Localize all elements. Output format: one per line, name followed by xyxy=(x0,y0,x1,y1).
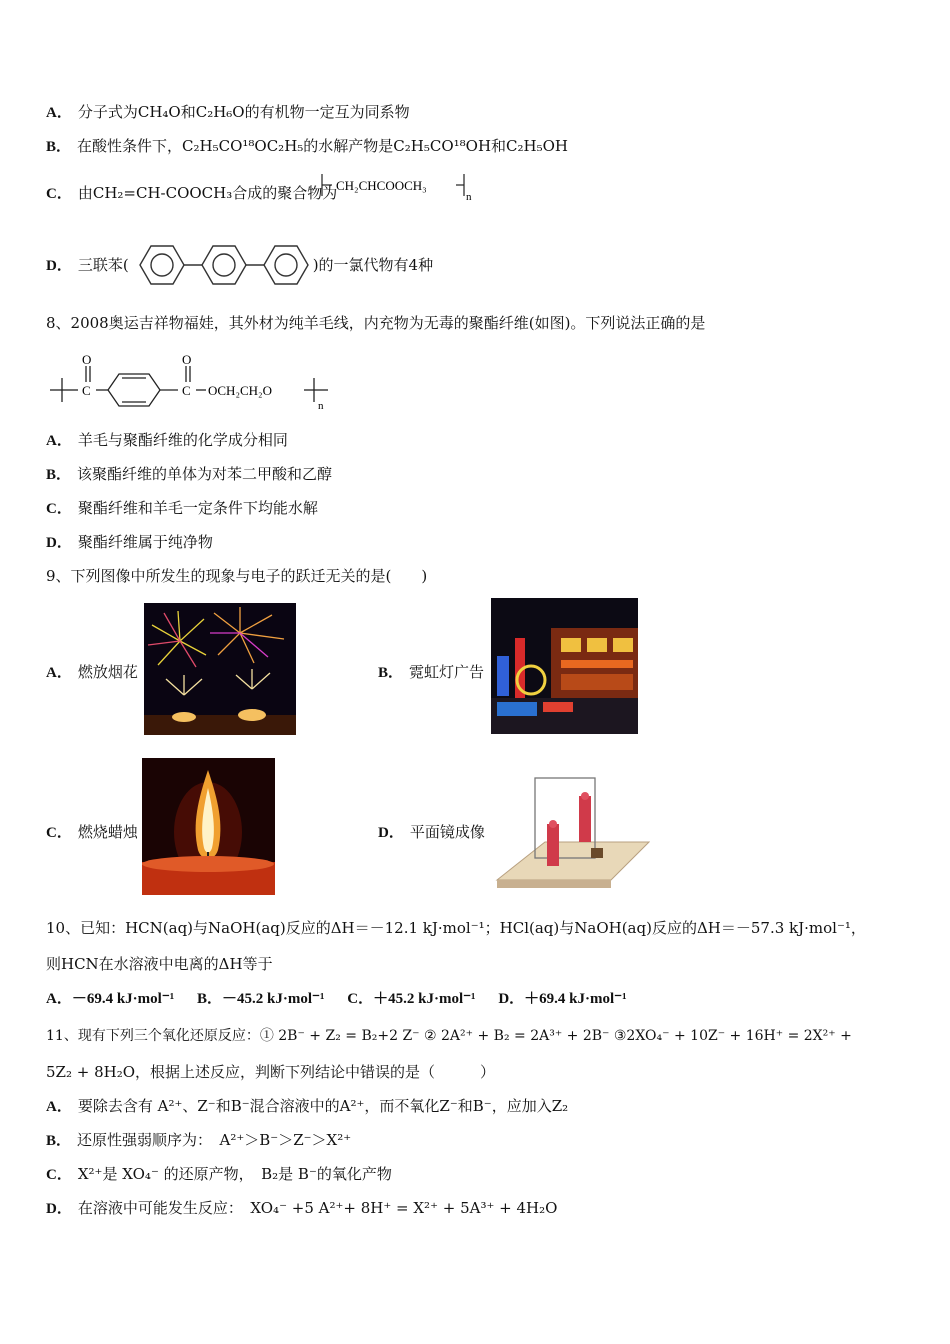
option-text: 聚酯纤维和羊毛一定条件下均能水解 xyxy=(77,499,318,517)
q10-option-d: D．＋69.4 kJ·mol⁻¹ xyxy=(498,991,627,1007)
option-letter: C． xyxy=(46,186,72,202)
option-letter: A． xyxy=(46,433,72,449)
option-text-before: 三联苯( xyxy=(77,256,129,274)
option-text: 霓虹灯广告 xyxy=(409,663,485,681)
option-text: 聚酯纤维属于纯净物 xyxy=(77,533,213,551)
q9-stem: 9、下列图像中所发生的现象与电子的跃迁无关的是( ) xyxy=(46,567,428,585)
carbonyl-c-1: C xyxy=(82,383,91,398)
candle-image xyxy=(142,758,275,895)
polymer-n: n xyxy=(466,191,472,203)
option-text: 该聚酯纤维的单体为对苯二甲酸和乙醇 xyxy=(77,465,333,483)
option-letter: C． xyxy=(46,501,72,517)
neon-sign-image xyxy=(491,598,638,734)
q11-option-d xyxy=(46,1198,557,1219)
option-letter: B． xyxy=(46,139,72,155)
q8-option-a xyxy=(46,430,288,451)
option-text: 要除去含有 A²⁺、Z⁻和B⁻混合溶液中的A²⁺，而不氧化Z⁻和B⁻，应加入Z₂ xyxy=(77,1097,569,1115)
carbonyl-o-2: O xyxy=(182,352,192,367)
q9-option-b xyxy=(378,662,484,683)
q8-option-c xyxy=(46,498,318,519)
q10-option-b: B．－45.2 kJ·mol⁻¹ xyxy=(197,991,325,1007)
q8-option-d xyxy=(46,532,213,553)
q7-option-c xyxy=(46,183,337,204)
option-text: 燃烧蜡烛 xyxy=(77,823,138,841)
option-letter: A． xyxy=(46,665,72,681)
option-text: 羊毛与聚酯纤维的化学成分相同 xyxy=(77,431,288,449)
q10-stem-line2: 则HCN在水溶液中电离的ΔH等于 xyxy=(46,955,273,973)
option-text: 燃放烟花 xyxy=(77,663,138,681)
option-letter: D． xyxy=(46,1201,72,1217)
option-text: 在酸性条件下，C₂H₅CO¹⁸OC₂H₅的水解产物是C₂H₅CO¹⁸OH和C₂H₅OH xyxy=(77,137,569,155)
mirror-image xyxy=(493,772,650,895)
terphenyl-structure xyxy=(134,232,320,298)
q7-option-b xyxy=(46,136,568,157)
q11-option-c xyxy=(46,1164,392,1185)
option-text: 分子式为CH₄O和C₂H₆O的有机物一定互为同系物 xyxy=(77,103,410,121)
option-letter: B． xyxy=(46,467,72,483)
option-text: 还原性强弱顺序为： A²⁺＞B⁻＞Z⁻＞X²⁺ xyxy=(77,1131,352,1149)
fireworks-image xyxy=(144,603,296,735)
option-letter: D． xyxy=(46,258,72,274)
polyester-structure xyxy=(46,350,346,412)
ester-tail: OCH₂CH₂O xyxy=(208,383,272,398)
option-letter: D． xyxy=(378,825,404,841)
q11-option-b xyxy=(46,1130,351,1151)
option-letter: B． xyxy=(46,1133,72,1149)
option-letter: A． xyxy=(46,1099,72,1115)
q9-option-c xyxy=(46,822,138,843)
q10-stem-line1: 10、已知：HCN(aq)与NaOH(aq)反应的ΔH＝－12.1 kJ·mol⁻¹；HCl(aq)与NaOH(aq)反应的ΔH＝－57.3 kJ·mol⁻¹， xyxy=(46,919,866,937)
option-letter: C． xyxy=(46,825,72,841)
q9-option-a xyxy=(46,662,138,683)
q10-option-c: C．＋45.2 kJ·mol⁻¹ xyxy=(347,991,476,1007)
option-text: 由CH₂=CH-COOCH₃合成的聚合物为 xyxy=(77,184,338,202)
polymer-repeat-unit: CH₂CHCOOCH₃ xyxy=(336,178,427,193)
q7-option-a xyxy=(46,102,410,123)
option-letter: B． xyxy=(378,665,404,681)
q11-option-a xyxy=(46,1096,568,1117)
q8-option-b xyxy=(46,464,332,485)
q10-option-a: A．－69.4 kJ·mol⁻¹ xyxy=(46,991,175,1007)
q9-option-d xyxy=(378,822,485,843)
polymer-formula xyxy=(318,170,478,204)
q11-stem-line2: 5Z₂ + 8H₂O，根据上述反应，判断下列结论中错误的是（ ） xyxy=(46,1063,496,1081)
carbonyl-c-2: C xyxy=(182,383,191,398)
option-letter: A． xyxy=(46,105,72,121)
option-text: 平面镜成像 xyxy=(409,823,485,841)
option-letter: D． xyxy=(46,535,72,551)
option-text-after: )的一氯代物有4种 xyxy=(312,256,434,274)
q8-stem: 8、2008奥运吉祥物福娃，其外材为纯羊毛线，内充物为无毒的聚酯纤维(如图)。下列说法正确的是 xyxy=(46,314,706,332)
polyester-n: n xyxy=(318,400,324,412)
carbonyl-o-1: O xyxy=(82,352,92,367)
q11-stem-line1: 11、现有下列三个氧化还原反应：① 2B⁻ + Z₂ = B₂+2 Z⁻ ② 2A²⁺ + B₂ = 2A³⁺ + 2B⁻ ③2XO₄⁻ + 10Z⁻ + 16H⁺ = 2X²⁺ + xyxy=(46,1028,852,1044)
q10-options xyxy=(46,988,627,1009)
option-text: X²⁺是 XO₄⁻ 的还原产物， B₂是 B⁻的氧化产物 xyxy=(77,1165,392,1183)
option-text: 在溶液中可能发生反应： XO₄⁻ +5 A²⁺+ 8H⁺ = X²⁺ + 5A³⁺ + 4H₂O xyxy=(77,1199,558,1217)
option-letter: C． xyxy=(46,1167,72,1183)
